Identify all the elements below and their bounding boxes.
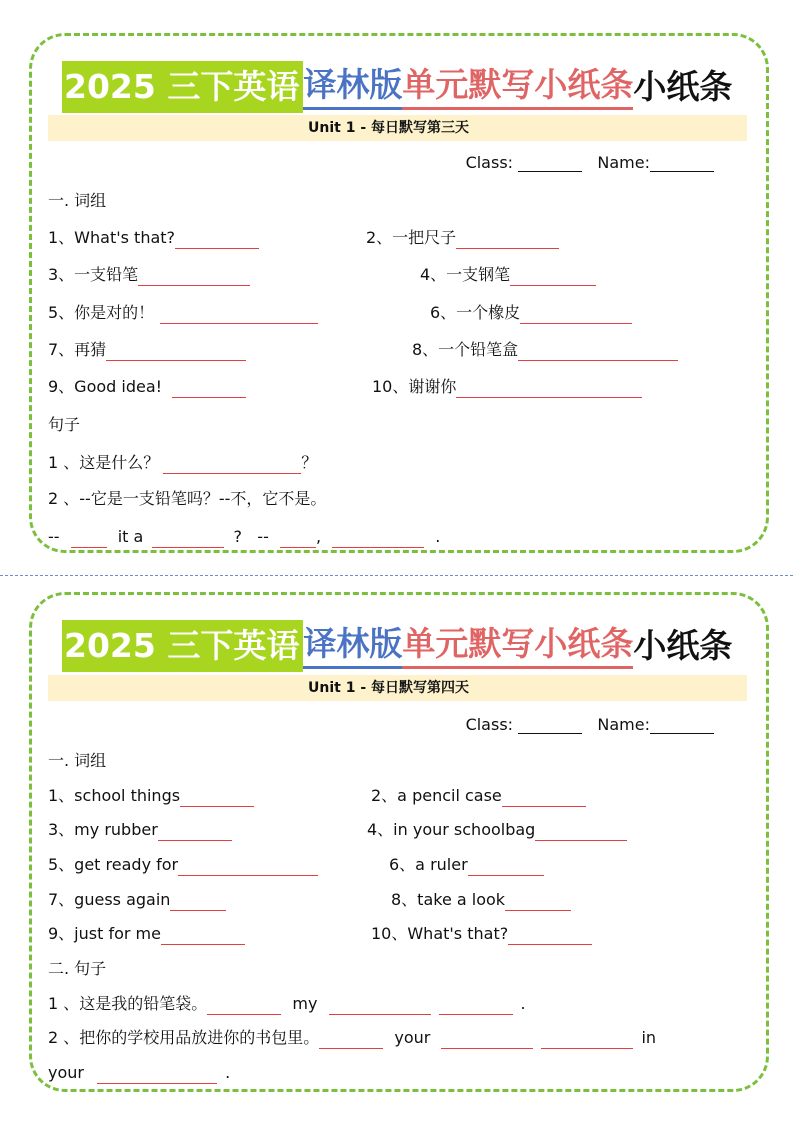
dictation-card-day3 <box>29 33 769 553</box>
sentence-item <box>48 1027 656 1049</box>
sentence-item <box>48 993 526 1015</box>
title-unit-dictation: 单元默写小纸条 <box>402 622 633 669</box>
title-slip: 小纸条 <box>633 66 733 106</box>
punct: ? <box>233 527 243 546</box>
phrase-item <box>48 227 259 249</box>
phrase-text: 3、my rubber <box>48 820 158 839</box>
answer-blank[interactable] <box>71 529 107 548</box>
card-title <box>62 619 732 672</box>
phrase-text: 6、a ruler <box>389 855 468 874</box>
phrase-text: 2、一把尺子 <box>366 228 457 247</box>
answer-blank[interactable] <box>439 996 513 1015</box>
answer-blank[interactable] <box>158 822 232 841</box>
phrase-item <box>48 339 246 361</box>
answer-blank[interactable] <box>97 1065 217 1084</box>
phrase-item <box>48 889 226 911</box>
class-name-line <box>466 715 714 734</box>
phrase-item <box>430 302 632 324</box>
answer-blank[interactable] <box>138 267 250 286</box>
phrase-item <box>391 889 571 911</box>
class-name-line <box>466 153 714 172</box>
phrase-text: 5、get ready for <box>48 855 179 874</box>
answer-blank[interactable] <box>332 529 424 548</box>
section-phrases-heading: 一. 词组 <box>48 751 107 770</box>
cut-line <box>0 575 793 576</box>
phrase-text: 8、一个铅笔盒 <box>412 340 519 359</box>
sentence-text: 2 、把你的学校用品放进你的书包里。 <box>48 1028 320 1047</box>
answer-blank[interactable] <box>180 788 254 807</box>
answer-blank[interactable] <box>172 379 246 398</box>
phrase-item <box>367 819 627 841</box>
answer-blank[interactable] <box>329 996 431 1015</box>
word: your <box>394 1028 431 1047</box>
phrase-text: 7、再猜 <box>48 340 107 359</box>
phrase-item <box>48 376 246 398</box>
answer-blank[interactable] <box>505 892 571 911</box>
answer-blank[interactable] <box>170 892 226 911</box>
phrase-text: 7、guess again <box>48 890 171 909</box>
sentence-item <box>48 526 440 548</box>
class-blank[interactable] <box>518 715 582 734</box>
phrase-item <box>48 785 254 807</box>
phrase-text: 9、just for me <box>48 924 161 943</box>
phrase-text: 4、in your schoolbag <box>367 820 536 839</box>
answer-blank[interactable] <box>456 379 642 398</box>
sentence-continuation <box>48 1062 230 1084</box>
phrase-item <box>366 227 559 249</box>
title-unit-dictation: 单元默写小纸条 <box>402 63 633 110</box>
phrase-text: 1、school things <box>48 786 181 805</box>
answer-blank[interactable] <box>207 996 281 1015</box>
answer-blank[interactable] <box>178 857 318 876</box>
answer-blank[interactable] <box>502 788 586 807</box>
section-sentences-heading: 二. 句子 <box>48 959 107 978</box>
answer-blank[interactable] <box>161 926 245 945</box>
answer-blank[interactable] <box>468 857 544 876</box>
phrase-item <box>371 785 586 807</box>
sentence-item: 2 、--它是一支铅笔吗？--不，它不是。 <box>48 489 327 508</box>
class-blank[interactable] <box>518 153 582 172</box>
phrase-text: 4、一支钢笔 <box>420 265 511 284</box>
punct: . <box>435 527 441 546</box>
section-sentences-heading: 句子 <box>48 415 81 434</box>
phrase-item <box>48 302 318 324</box>
answer-blank[interactable] <box>518 342 678 361</box>
dictation-card-day4 <box>29 592 769 1092</box>
phrase-text: 8、take a look <box>391 890 506 909</box>
phrase-text: 5、你是对的！ <box>48 303 155 322</box>
sentence-item <box>48 452 317 474</box>
phrase-item <box>371 923 592 945</box>
phrase-item <box>389 854 544 876</box>
dash: -- <box>257 527 269 546</box>
phrase-item <box>412 339 678 361</box>
word: it a <box>117 527 144 546</box>
punct: . <box>225 1063 231 1082</box>
answer-blank[interactable] <box>106 342 246 361</box>
class-label: Class: <box>465 715 514 734</box>
subtitle-band <box>48 675 747 701</box>
answer-blank[interactable] <box>541 1030 633 1049</box>
answer-blank[interactable] <box>280 529 316 548</box>
phrase-item <box>48 923 245 945</box>
name-label: Name: <box>597 715 650 734</box>
phrase-text: 10、谢谢你 <box>372 377 457 396</box>
phrase-text: 2、a pencil case <box>371 786 502 805</box>
answer-blank[interactable] <box>152 529 224 548</box>
title-edition: 译林版 <box>303 63 402 110</box>
answer-blank[interactable] <box>535 822 627 841</box>
phrase-text: 3、一支铅笔 <box>48 265 139 284</box>
sentence-end: ？ <box>301 453 318 472</box>
phrase-item <box>420 264 596 286</box>
answer-blank[interactable] <box>508 926 592 945</box>
word: in <box>641 1028 657 1047</box>
phrase-text: 9、Good idea! <box>48 377 163 396</box>
answer-blank[interactable] <box>160 305 318 324</box>
subtitle: Unit 1 - 每日默写第四天 <box>308 680 469 696</box>
sentence-text: 1 、这是什么？ <box>48 453 160 472</box>
class-label: Class: <box>465 153 514 172</box>
sentence-text: 1 、这是我的铅笔袋。 <box>48 994 208 1013</box>
answer-blank[interactable] <box>163 455 301 474</box>
answer-blank[interactable] <box>175 230 259 249</box>
word: my <box>292 994 318 1013</box>
name-label: Name: <box>597 153 650 172</box>
punct: , <box>315 527 322 546</box>
phrase-item <box>48 854 318 876</box>
phrase-text: 6、一个橡皮 <box>430 303 521 322</box>
title-year-grade: 2025 三下英语 <box>62 61 303 113</box>
answer-blank[interactable] <box>319 1030 383 1049</box>
title-year-grade: 2025 三下英语 <box>62 620 303 672</box>
dash: -- <box>48 527 60 546</box>
phrase-item <box>372 376 642 398</box>
answer-blank[interactable] <box>441 1030 533 1049</box>
punct: . <box>520 994 526 1013</box>
section-phrases-heading: 一. 词组 <box>48 191 107 210</box>
phrase-item <box>48 264 250 286</box>
subtitle-band <box>48 115 747 141</box>
subtitle: Unit 1 - 每日默写第三天 <box>308 120 469 136</box>
name-blank[interactable] <box>650 715 714 734</box>
title-edition: 译林版 <box>303 622 402 669</box>
answer-blank[interactable] <box>510 267 596 286</box>
card-title <box>62 60 732 113</box>
title-slip: 小纸条 <box>633 625 733 665</box>
word: your <box>48 1063 84 1082</box>
phrase-text: 10、What's that? <box>371 924 509 943</box>
phrase-item <box>48 819 232 841</box>
answer-blank[interactable] <box>456 230 559 249</box>
answer-blank[interactable] <box>520 305 632 324</box>
name-blank[interactable] <box>650 153 714 172</box>
phrase-text: 1、What's that? <box>48 228 176 247</box>
